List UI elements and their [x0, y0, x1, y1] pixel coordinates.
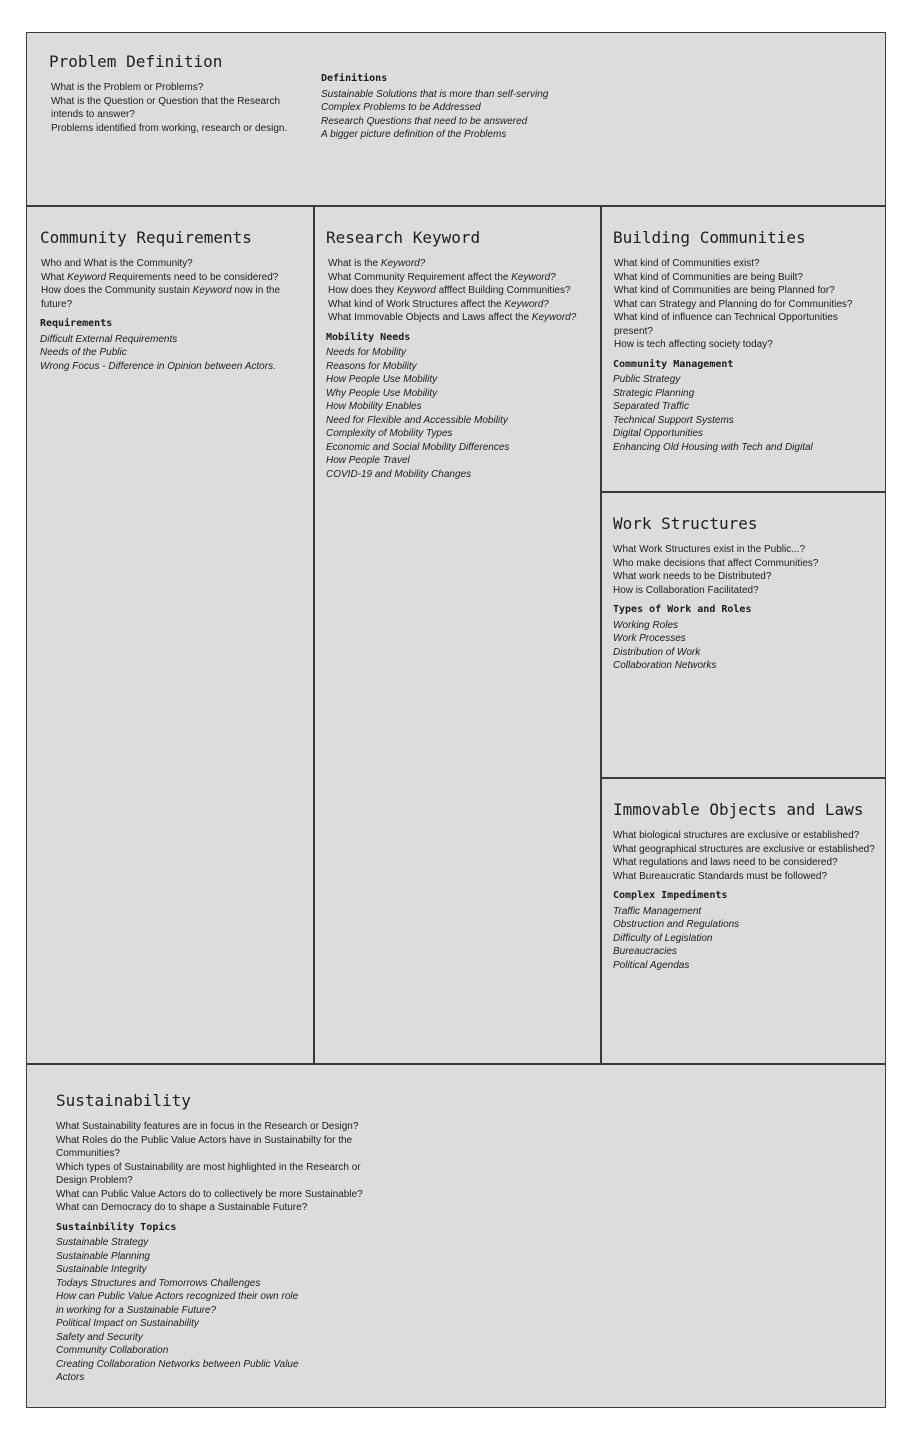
question: What work needs to be Distributed? — [613, 571, 772, 582]
divider — [600, 777, 885, 779]
list-item: Collaboration Networks — [613, 660, 717, 671]
question: How is Collaboration Facilitated? — [613, 584, 759, 596]
list-item: Difficult External Requirements — [40, 333, 178, 345]
management-list — [613, 373, 871, 454]
list-item: Sustainable Planning — [56, 1250, 150, 1262]
question-text: afffect Building Communities? — [435, 285, 571, 296]
sub-heading: Complex Impediments — [613, 890, 728, 901]
question: What can Public Value Actors do to collectively be more Sustainable? — [56, 1188, 363, 1200]
question: How is tech affecting society today? — [614, 339, 773, 350]
keyword: Keyword — [396, 285, 436, 296]
definition-item: Complex Problems to be Addressed — [321, 102, 481, 113]
list-item: Separated Traffic — [613, 401, 689, 412]
keyword: Keyword? — [531, 312, 577, 323]
divider — [600, 491, 885, 493]
canvas-board — [26, 32, 886, 1408]
question-text: What Immovable Objects and Laws affect the — [328, 312, 532, 323]
definition-item: Sustainable Solutions that is more than self-serving — [321, 88, 549, 100]
question-text: How does the Community sustain — [41, 285, 193, 296]
question — [328, 284, 594, 298]
list-item: Why People Use Mobility — [326, 387, 438, 399]
list-item: Public Strategy — [613, 374, 681, 385]
question-list — [51, 81, 319, 135]
divider — [27, 205, 885, 207]
list-item: Political Agendas — [613, 959, 690, 971]
question: Which types of Sustainability are most highlighted in the Research or Design Problem? — [56, 1161, 361, 1186]
definition-list — [321, 88, 581, 142]
list-item: Enhancing Old Housing with Tech and Digital — [613, 441, 813, 453]
divider — [313, 205, 315, 1063]
question: What is the Question or Question that the Research — [51, 95, 281, 107]
question — [328, 298, 594, 312]
section-title: Research Keyword — [326, 228, 481, 247]
question-list — [614, 257, 871, 352]
list-item: Digital Opportunities — [613, 428, 704, 439]
problem-definition-section — [49, 52, 319, 135]
question-text: How does they — [328, 285, 397, 296]
question-text: What — [41, 271, 68, 283]
list-item: Creating Collaboration Networks between Public Value Actors — [56, 1358, 299, 1383]
community-requirements-section — [40, 228, 300, 373]
question: What Bureaucratic Standards must be followed? — [613, 870, 827, 882]
list-item: Difficulty of Legislation — [613, 932, 713, 944]
question-list — [56, 1120, 376, 1215]
list-item: How People Travel — [326, 455, 410, 466]
question — [328, 311, 594, 325]
list-item: Technical Support Systems — [613, 414, 734, 426]
list-item: Sustainable Strategy — [56, 1237, 149, 1248]
question: What Sustainability features are in focus in the Research or Design? — [56, 1121, 359, 1132]
question-text: What kind of Work Structures affect the — [328, 298, 505, 310]
section-title: Work Structures — [613, 514, 758, 533]
section-title: Community Requirements — [40, 228, 252, 247]
keyword: Keyword — [192, 285, 232, 296]
research-keyword-section — [326, 228, 594, 481]
question: intends to answer? — [51, 109, 135, 120]
question: What geographical structures are exclusive or established? — [613, 843, 875, 855]
list-item: Community Collaboration — [56, 1345, 169, 1356]
list-item: Complexity of Mobility Types — [326, 428, 453, 439]
list-item: Needs of the Public — [40, 347, 127, 358]
mobility-list — [326, 346, 594, 481]
question-text: now in the future? — [41, 285, 281, 310]
list-item: Traffic Management — [613, 905, 702, 917]
sub-heading: Requirements — [40, 318, 113, 329]
list-item: Economic and Social Mobility Differences — [326, 441, 510, 453]
list-item: Safety and Security — [56, 1331, 143, 1343]
impediments-list — [613, 905, 875, 973]
question: What can Democracy do to shape a Sustainable Future? — [56, 1202, 308, 1213]
list-item: How can Public Value Actors recognized their own role in working for a Sustainable Future? — [56, 1291, 299, 1316]
list-item: Distribution of Work — [613, 646, 701, 658]
question: Who and What is the Community? — [41, 258, 193, 269]
topics-list — [56, 1236, 306, 1385]
sustainability-section — [56, 1091, 376, 1385]
question — [41, 284, 300, 311]
sub-heading: Definitions — [321, 73, 388, 84]
section-title: Sustainability — [56, 1091, 191, 1110]
question — [41, 271, 300, 285]
question-list — [613, 543, 871, 597]
sub-heading: Community Management — [613, 358, 734, 370]
definition-item: A bigger picture definition of the Problems — [321, 129, 507, 140]
question: What Work Structures exist in the Public...? — [613, 544, 806, 555]
section-title: Immovable Objects and Laws — [613, 800, 864, 819]
question-list — [328, 257, 594, 325]
question — [328, 271, 594, 285]
question: Problems identified from working, research or design. — [51, 122, 288, 134]
list-item: Working Roles — [613, 619, 679, 631]
list-item: Need for Flexible and Accessible Mobility — [326, 414, 508, 426]
list-item: Reasons for Mobility — [326, 360, 417, 372]
immovable-objects-section — [613, 800, 875, 972]
question — [328, 257, 594, 271]
question: What kind of Communities are being Built? — [614, 271, 803, 283]
question: What kind of influence can Technical Opportunities present? — [614, 312, 838, 337]
question: What biological structures are exclusive or established? — [613, 830, 860, 841]
question: What regulations and laws need to be considered? — [613, 857, 838, 868]
question-text: Requirements need to be considered? — [106, 271, 279, 283]
work-structures-section — [613, 514, 871, 673]
keyword: Keyword? — [380, 258, 426, 269]
section-title: Problem Definition — [49, 52, 223, 71]
requirement-list — [40, 333, 300, 374]
definition-item: Research Questions that need to be answered — [321, 115, 528, 127]
question: What can Strategy and Planning do for Communities? — [614, 298, 853, 310]
list-item: Political Impact on Sustainability — [56, 1318, 199, 1329]
list-item: How People Use Mobility — [326, 374, 438, 385]
sub-heading: Mobility Needs — [326, 331, 411, 343]
question: What kind of Communities are being Planned for? — [614, 285, 835, 296]
list-item: Strategic Planning — [613, 387, 695, 399]
question: What Roles do the Public Value Actors have in Sustainabilty for the Communities? — [56, 1134, 353, 1159]
list-item: Needs for Mobility — [326, 347, 407, 358]
list-item: Obstruction and Regulations — [613, 919, 740, 930]
question-list — [613, 829, 875, 883]
list-item: COVID-19 and Mobility Changes — [326, 468, 472, 480]
work-roles-list — [613, 619, 871, 673]
question-text: What is the — [328, 258, 381, 269]
keyword: Keyword? — [504, 298, 549, 310]
divider — [600, 205, 602, 1063]
sub-heading: Types of Work and Roles — [613, 604, 752, 615]
sub-heading: Sustainbility Topics — [56, 1221, 177, 1233]
question-text: What Community Requirement affect the — [328, 271, 512, 283]
keyword: Keyword? — [511, 271, 556, 283]
question: What kind of Communities exist? — [614, 258, 760, 269]
divider — [27, 1063, 885, 1065]
list-item: How Mobility Enables — [326, 401, 422, 412]
section-title: Building Communities — [613, 228, 806, 247]
list-item: Wrong Focus - Difference in Opinion between Actors. — [40, 360, 276, 372]
list-item: Todays Structures and Tomorrows Challenges — [56, 1277, 261, 1289]
building-communities-section — [613, 228, 871, 454]
question: What is the Problem or Problems? — [51, 82, 204, 93]
list-item: Work Processes — [613, 633, 686, 644]
list-item: Sustainable Integrity — [56, 1264, 147, 1275]
keyword: Keyword — [67, 271, 107, 283]
list-item: Bureaucracies — [613, 946, 677, 957]
question: Who make decisions that affect Communities? — [613, 557, 819, 569]
definitions-block — [321, 72, 581, 142]
question-list — [41, 257, 300, 311]
